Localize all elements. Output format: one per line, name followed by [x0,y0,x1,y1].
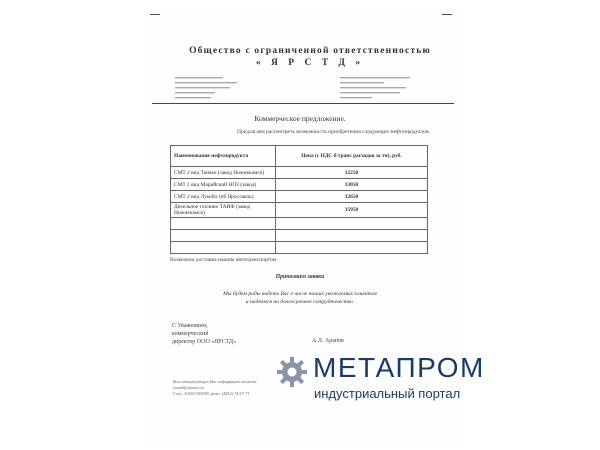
watermark-subtitle: индустриальный портал [314,386,461,401]
table-row [171,167,428,179]
watermark-logo [273,350,593,410]
offer-intro: Предлагаем рассмотреть возможность приобретения следующих нефтепродуктов. [237,129,430,135]
closing-line: коммерческий [172,331,209,337]
price-cell: 32650 [276,191,428,203]
company-title: Общество с ограниченной ответственностью [189,46,431,56]
price-cell: 35950 [276,203,428,218]
price-table [170,145,428,254]
product-cell: СМТ 1 вид Марийский НПЗ (завод) [171,179,276,191]
corner-mark-left [150,14,160,15]
column-header-price: Цена (с НДС б/транс расходов за тн), руб. [276,146,428,167]
watermark-title: МЕТАПРОМ [313,352,485,383]
offer-title: Коммерческое предложение. [254,114,346,123]
requisites-left [175,76,285,100]
price-cell: 33050 [276,179,428,191]
company-name: « Я Р С Т Д » [255,58,365,68]
table-row [171,179,428,191]
product-cell: СМТ 2 вид Танеко (завод Нижнекамск) [171,167,276,179]
table-row [171,203,428,218]
requisites-right [340,76,450,100]
contact-email: yarstd@yandex.ru [173,385,204,390]
table-row-empty [171,230,428,242]
product-cell: СМТ 2 вид Лукойл (пб Ярославль) [171,191,276,203]
contact-line: Всю интересующую Вас информацию можете [173,379,257,384]
table-header-row [171,146,428,167]
table-row [171,191,428,203]
gear-icon [275,355,309,389]
closing-line: директор ООО «ЯРСТД» [172,339,237,345]
price-cell: 32250 [276,167,428,179]
table-row-empty [171,218,428,230]
closing-block [172,322,236,346]
corner-mark-right [442,14,452,15]
wish-line: Мы будем рады видеть Вас в числе наших уважаемых клиентов [223,291,377,297]
signatory-name: А.Л. Арапов [312,338,344,344]
wish-line: и надеемся на долгосрочное сотрудничество. [245,299,355,305]
table-row-empty [171,242,428,254]
contact-phone: Сот.: 8 9201393099, факс: (4852) 74-67-71 [173,391,250,396]
wish-text [160,290,440,306]
accept-orders: Принимаем заявки [275,274,325,280]
product-cell: Дизельное топливо ТАИФ (завод Нижнекамск) [171,203,276,218]
closing-line: С Уважением, [172,323,208,329]
delivery-note: Возможна доставка нашим автотранспортом [170,257,277,263]
column-header-product: Наименование нефтепродукта [171,146,276,167]
header-rule [152,103,454,104]
